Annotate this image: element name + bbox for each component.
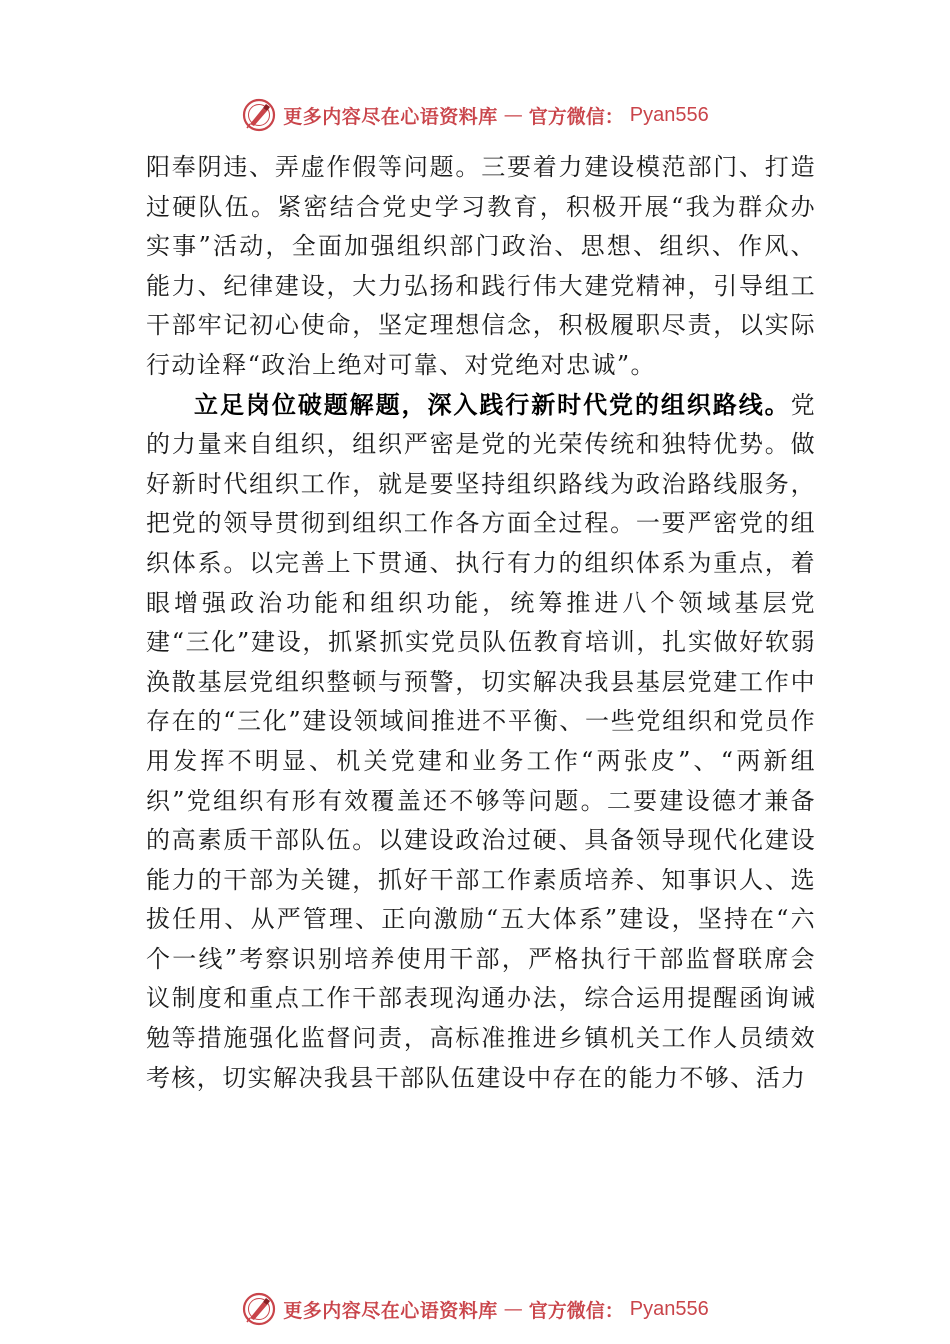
paragraph-2-body: 党的力量来自组织，组织严密是党的光荣传统和独特优势。做好新时代组织工作，就是要坚持组织路线为政治路线服务，把党的领导贯彻到组织工作各方面全过程。一要严密党的组织体系。以完善上下贯通、执行有力的组织体系为重点，着眼增强政治功能和组织功能，统筹推进八个领域基层党建“三化”建设，抓紧抓实党员队伍教育培训，扎实做好软弱涣散基层党组织整顿与预警，切实解决我县基层党建工作中存在的“三化”建设领域间推进不平衡、一些党组织和党员作用发挥不明显、机关党建和业务工作“两张皮”、“两新组织”党组织有形有效覆盖还不够等问题。二要建设德才兼备的高素质干部队伍。以建设政治过硬、具备领导现代化建设能力的干部为关键，抓好干部工作素质培养、知事识人、选拔任用、从严管理、正向激励“五大体系”建设，坚持在“六个一线”考察识别培养使用干部，严格执行干部监督联席会议制度和重点工作干部表现沟通办法，综合运用提醒函询诫勉等措施强化监督问责，高标准推进乡镇机关工作人员绩效考核，切实解决我县干部队伍建设中存在的能力不够、活力 <box>146 390 816 1092</box>
watermark-site-text: 更多内容尽在心语资料库 <box>283 1299 498 1322</box>
pen-nib-circle-logo-icon <box>241 1291 277 1327</box>
pen-nib-circle-logo-icon <box>241 97 277 133</box>
header-watermark <box>0 93 950 137</box>
watermark-site-text: 更多内容尽在心语资料库 <box>283 105 498 128</box>
paragraph-2 <box>146 386 816 1099</box>
watermark-wechat-label: 官方微信： <box>528 1299 624 1322</box>
watermark-wechat-id: Pyan556 <box>629 103 709 126</box>
paragraph-2-lead: 立足岗位破题解题，深入践行新时代党的组织路线。 <box>194 390 791 419</box>
watermark-separator: — <box>503 1298 523 1320</box>
watermark-wechat-label: 官方微信： <box>528 105 624 128</box>
watermark-separator: — <box>503 104 523 126</box>
document-body <box>146 148 816 1098</box>
paragraph-1: 阳奉阴违、弄虚作假等问题。三要着力建设模范部门、打造过硬队伍。紧密结合党史学习教育，积极开展“我为群众办实事”活动，全面加强组织部门政治、思想、组织、作风、能力、纪律建设，大力弘扬和践行伟大建党精神，引导组工干部牢记初心使命，坚定理想信念，积极履职尽责，以实际行动诠释“政治上绝对可靠、对党绝对忠诚”。 <box>146 153 816 379</box>
footer-watermark <box>0 1287 950 1331</box>
watermark-wechat-id: Pyan556 <box>629 1297 709 1320</box>
